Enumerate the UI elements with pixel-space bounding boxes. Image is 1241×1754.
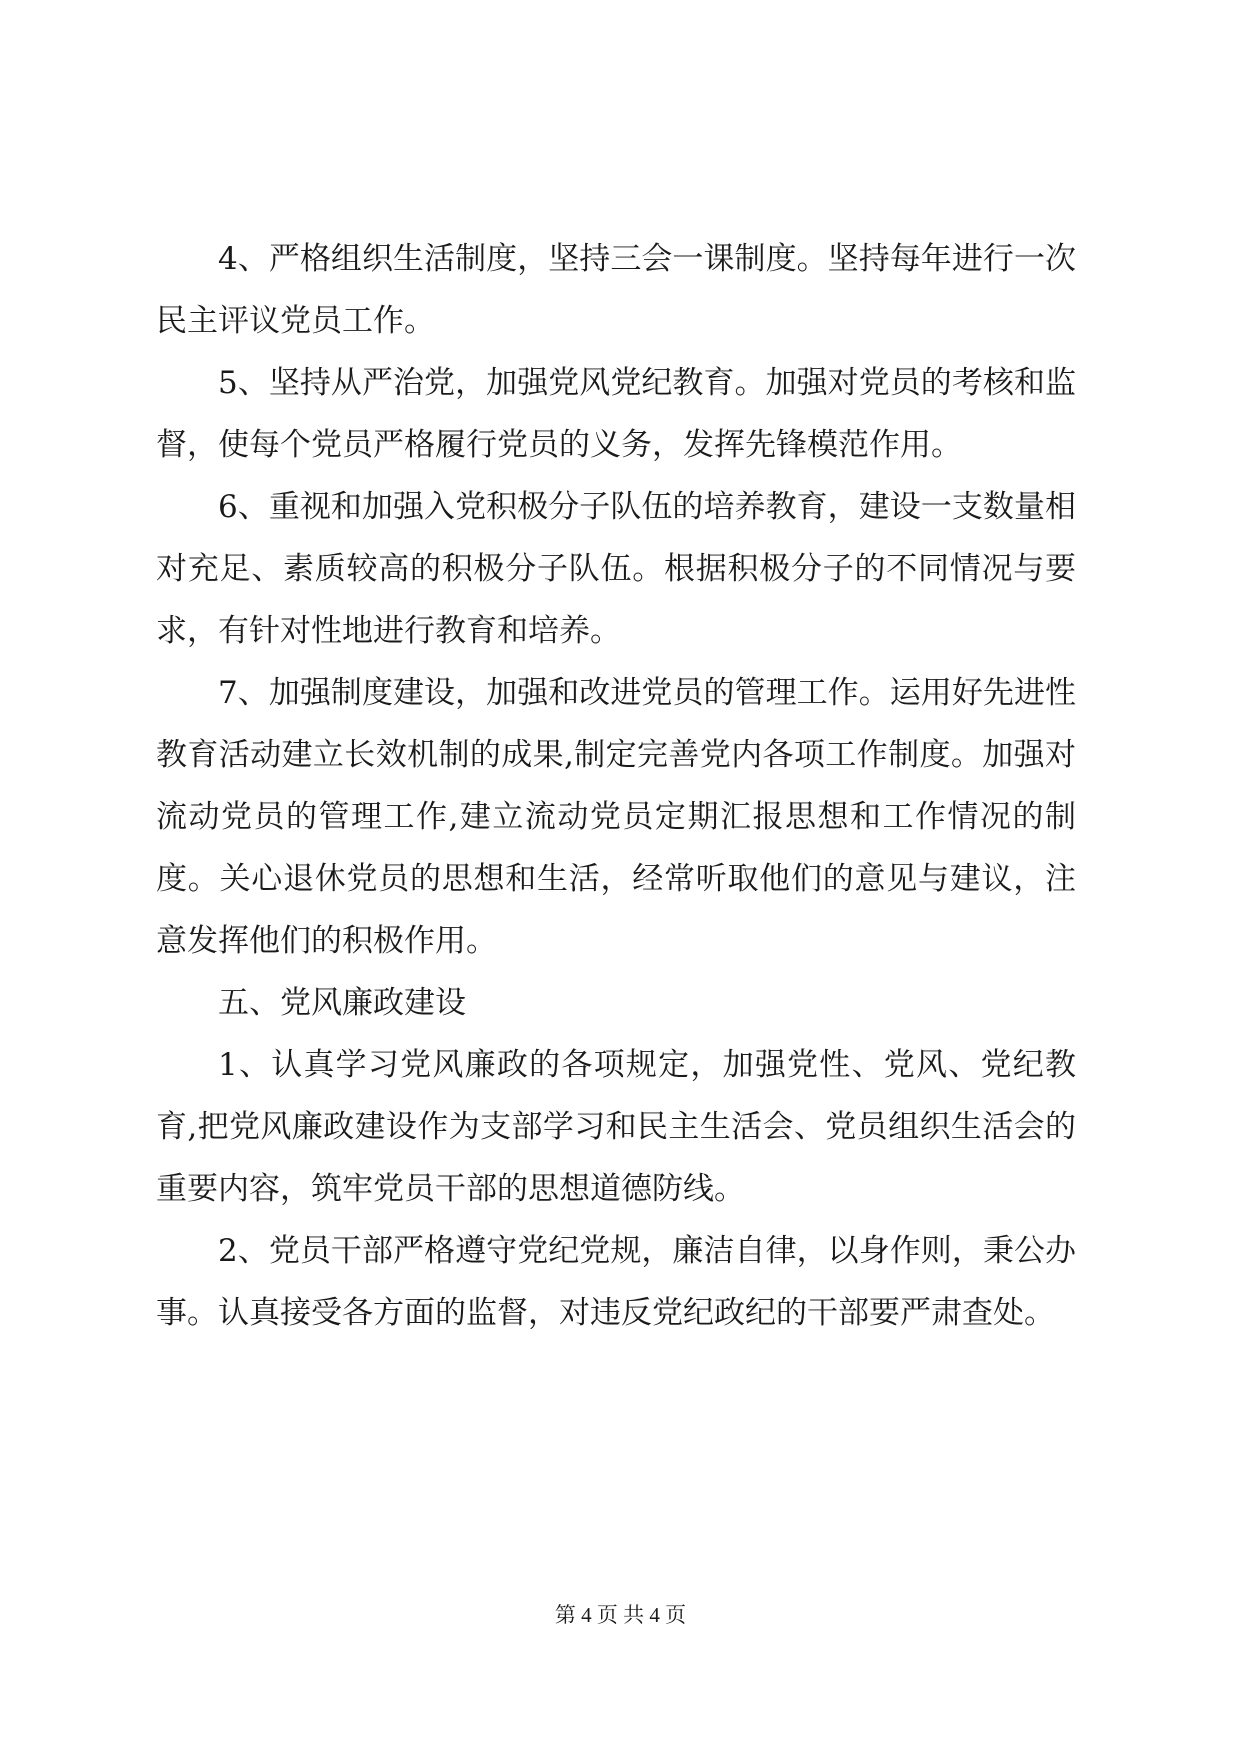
paragraph-section5-item-1: 1、认真学习党风廉政的各项规定，加强党性、党风、党纪教育,把党风廉政建设作为支部学习和民主生活会、党员组织生活会的重要内容，筑牢党员干部的思想道德防线。 bbox=[156, 1047, 1076, 1207]
paragraph-item-6: 6、重视和加强入党积极分子队伍的培养教育，建设一支数量相对充足、素质较高的积极分子队伍。根据积极分子的不同情况与要求，有针对性地进行教育和培养。 bbox=[156, 489, 1076, 649]
paragraph-item-4: 4、严格组织生活制度，坚持三会一课制度。坚持每年进行一次民主评议党员工作。 bbox=[156, 241, 1076, 339]
section-heading-five: 五、党风廉政建设 bbox=[218, 985, 466, 1021]
paragraph-item-5: 5、坚持从严治党，加强党风党纪教育。加强对党员的考核和监督，使每个党员严格履行党员的义务，发挥先锋模范作用。 bbox=[156, 365, 1076, 463]
paragraph-section5-item-2: 2、党员干部严格遵守党纪党规，廉洁自律，以身作则，秉公办事。认真接受各方面的监督，对违反党纪政纪的干部要严肃查处。 bbox=[156, 1233, 1076, 1331]
document-body bbox=[156, 228, 1076, 1344]
paragraph-item-7: 7、加强制度建设，加强和改进党员的管理工作。运用好先进性教育活动建立长效机制的成果,制定完善党内各项工作制度。加强对流动党员的管理工作,建立流动党员定期汇报思想和工作情况的制度。关心退休党员的思想和生活，经常听取他们的意见与建议，注意发挥他们的积极作用。 bbox=[156, 675, 1076, 959]
page-footer: 第 4 页 共 4 页 bbox=[554, 1603, 687, 1627]
